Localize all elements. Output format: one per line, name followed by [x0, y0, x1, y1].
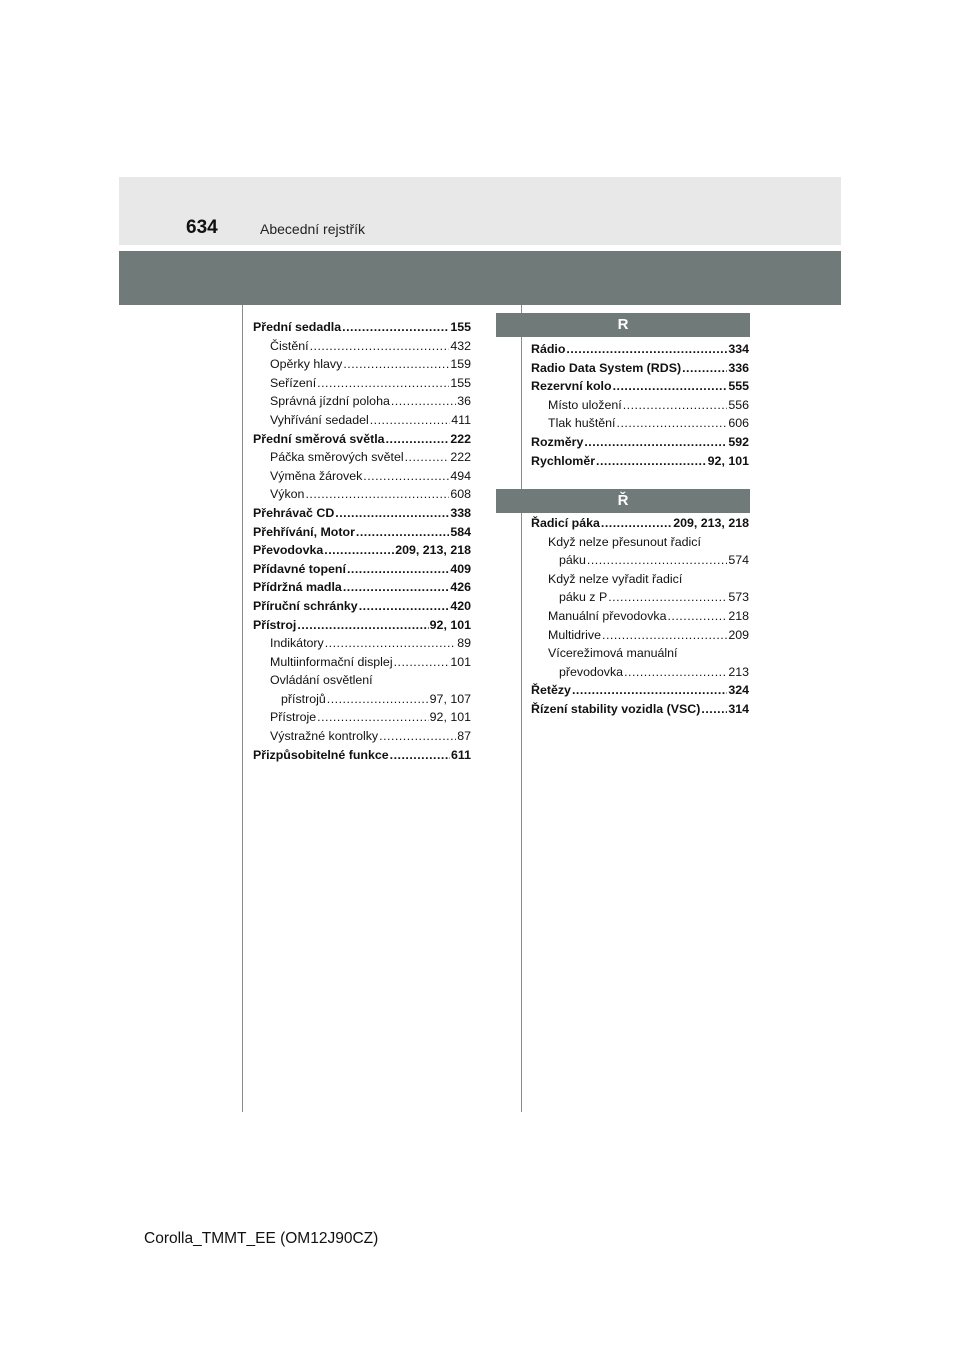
index-entry-page: 209, 213, 218	[673, 516, 749, 530]
index-entry	[253, 690, 471, 709]
index-entry-term: Rezervní kolo	[531, 379, 612, 394]
leader-dots	[370, 411, 451, 430]
leader-dots	[359, 597, 450, 616]
index-entry-term: Přístroj	[253, 617, 297, 632]
index-entry	[253, 392, 471, 411]
index-entry-term: Vyhřívání sedadel	[270, 412, 369, 427]
index-entry	[531, 359, 749, 378]
index-entry-page: 432	[450, 338, 471, 353]
index-entry-term: Řízení stability vozidla (VSC)	[531, 701, 701, 716]
index-entry-term: Výstražné kontrolky	[270, 729, 379, 744]
header-band	[119, 177, 841, 245]
index-entry-page: 209	[728, 627, 749, 642]
index-entry-page: 409	[450, 561, 471, 576]
index-entry	[253, 671, 471, 690]
leader-dots	[566, 340, 727, 359]
index-entry-term: Řadicí páka	[531, 516, 600, 530]
index-entry	[531, 681, 749, 700]
index-entry	[531, 452, 749, 471]
index-entry-page: 324	[728, 683, 749, 698]
index-entry	[531, 644, 749, 663]
index-entry-term: Převodovka	[253, 543, 324, 558]
index-entry-term: Indikátory	[270, 636, 324, 651]
index-entry-page: 584	[450, 524, 471, 539]
index-entry	[253, 653, 471, 672]
column-divider-left	[242, 305, 243, 1112]
index-entry-page: 426	[450, 580, 471, 595]
index-entry	[531, 551, 749, 570]
leader-dots	[667, 607, 727, 626]
leader-dots	[617, 414, 728, 433]
letter-heading-r-caron: Ř	[496, 489, 750, 513]
index-entry-term: Příruční schránky	[253, 598, 358, 613]
leader-dots	[405, 448, 450, 467]
index-entry	[531, 570, 749, 589]
page-number: 634	[186, 217, 218, 238]
leader-dots	[297, 616, 428, 635]
index-entry-term: Rádio	[531, 342, 566, 356]
leader-dots	[317, 374, 449, 393]
index-entry-term: Přední směrová světla	[253, 431, 385, 446]
letter-heading-r: R	[496, 313, 750, 337]
index-entry-term: Přehrávač CD	[253, 505, 335, 520]
index-entry-page: 611	[451, 747, 471, 762]
index-entry-page: 314	[728, 701, 749, 716]
index-entry-term: Multidrive	[548, 627, 602, 642]
index-section-r-caron	[531, 514, 749, 719]
leader-dots	[608, 588, 727, 607]
index-entry-term: Přídavné topení	[253, 561, 346, 576]
index-entry-page: 159	[450, 357, 471, 372]
leader-dots	[379, 727, 456, 746]
index-entry-term: páku	[559, 553, 586, 568]
index-entry	[253, 597, 471, 616]
leader-dots	[390, 746, 450, 765]
leader-dots	[602, 626, 727, 645]
index-entry	[531, 626, 749, 645]
leader-dots	[343, 578, 449, 597]
index-entry-page: 213	[728, 664, 749, 679]
index-entry-term: Multiinformační displej	[270, 654, 393, 669]
index-entry	[253, 578, 471, 597]
index-entry	[253, 523, 471, 542]
index-entry-page: 92, 101	[429, 710, 471, 725]
index-entry-page: 592	[728, 434, 749, 449]
index-entry	[253, 485, 471, 504]
index-entry	[531, 377, 749, 396]
index-entry-term: přístrojů	[281, 691, 326, 706]
index-entry-page: 494	[450, 468, 471, 483]
index-entry-page: 608	[450, 487, 471, 502]
index-entry-term: Správná jízdní poloha	[270, 394, 390, 409]
index-entry	[253, 355, 471, 374]
index-entry	[531, 433, 749, 452]
index-entry-term: Místo uložení	[548, 397, 622, 412]
index-entry-term: Páčka směrových světel	[270, 450, 404, 465]
index-entry	[253, 430, 471, 449]
index-entry-term: Vícerežimová manuální	[548, 646, 678, 661]
index-entry-term: Přístroje	[270, 710, 317, 725]
index-entry	[253, 448, 471, 467]
index-entry	[253, 337, 471, 356]
index-entry-page: 556	[728, 397, 749, 412]
index-entry-term: Když nelze přesunout řadicí	[548, 534, 701, 549]
index-column-left	[253, 318, 471, 764]
leader-dots	[587, 551, 727, 570]
index-entry-term: Ovládání osvětlení	[270, 673, 373, 688]
leader-dots	[356, 523, 449, 542]
index-entry-page: 334	[728, 342, 749, 356]
leader-dots	[325, 634, 456, 653]
index-entry-page: 574	[728, 553, 749, 568]
index-entry	[253, 560, 471, 579]
leader-dots	[342, 318, 449, 337]
index-entry-term: Rychloměr	[531, 453, 596, 468]
index-entry-term: páku z P	[559, 590, 608, 605]
index-entry-page: 222	[450, 431, 471, 446]
index-entry-page: 87	[457, 729, 471, 744]
header-dark-band	[119, 251, 841, 305]
index-entry	[531, 588, 749, 607]
leader-dots	[596, 452, 707, 471]
index-entry-term: Když nelze vyřadit řadicí	[548, 571, 683, 586]
index-entry	[253, 411, 471, 430]
footer-text: Corolla_TMMT_EE (OM12J90CZ)	[144, 1230, 379, 1247]
index-entry-term: převodovka	[559, 664, 624, 679]
index-entry	[531, 700, 749, 719]
index-entry	[253, 634, 471, 653]
index-entry-term: Přední sedadla	[253, 320, 342, 334]
index-entry-term: Přídržná madla	[253, 580, 342, 595]
leader-dots	[682, 359, 727, 378]
leader-dots	[310, 337, 450, 356]
index-entry-page: 209, 213, 218	[395, 543, 471, 558]
leader-dots	[317, 708, 429, 727]
leader-dots	[347, 560, 449, 579]
leader-dots	[363, 467, 449, 486]
index-entry	[253, 504, 471, 523]
index-entry	[253, 318, 471, 337]
index-entry-page: 92, 101	[707, 453, 749, 468]
leader-dots	[584, 433, 727, 452]
leader-dots	[386, 430, 450, 449]
leader-dots	[394, 653, 450, 672]
index-entry-term: Čistění	[270, 338, 309, 353]
leader-dots	[601, 514, 672, 533]
index-entry-term: Seřízení	[270, 375, 317, 390]
leader-dots	[613, 377, 728, 396]
index-entry-page: 555	[728, 379, 749, 394]
index-entry-page: 89	[457, 636, 471, 651]
index-entry	[531, 514, 749, 533]
index-entry-page: 338	[450, 505, 471, 520]
index-entry-page: 218	[728, 608, 749, 623]
index-entry-page: 101	[450, 654, 471, 669]
leader-dots	[623, 396, 728, 415]
leader-dots	[324, 541, 394, 560]
index-section-r	[531, 340, 749, 470]
index-entry-page: 36	[457, 394, 471, 409]
index-entry	[253, 374, 471, 393]
index-entry	[253, 708, 471, 727]
index-entry-page: 411	[451, 412, 471, 427]
leader-dots	[391, 392, 456, 411]
index-entry	[253, 467, 471, 486]
leader-dots	[624, 663, 727, 682]
index-entry-page: 155	[450, 375, 471, 390]
leader-dots	[305, 485, 449, 504]
index-entry	[531, 533, 749, 552]
index-entry-term: Řetězy	[531, 683, 571, 698]
index-entry-term: Přehřívání, Motor	[253, 524, 355, 539]
column-divider-middle	[521, 305, 522, 1112]
index-entry	[253, 616, 471, 635]
section-title: Abecední rejstřík	[260, 221, 366, 237]
index-entry	[531, 340, 749, 359]
index-entry-page: 420	[450, 598, 471, 613]
index-entry-term: Opěrky hlavy	[270, 357, 343, 372]
index-entry-page: 97, 107	[429, 691, 471, 706]
index-entry	[531, 414, 749, 433]
index-entry-page: 155	[450, 320, 471, 334]
index-entry-page: 606	[728, 416, 749, 431]
index-entry-term: Manuální převodovka	[548, 608, 667, 623]
index-entry-page: 92, 101	[429, 617, 471, 632]
leader-dots	[335, 504, 449, 523]
index-entry-term: Radio Data System (RDS)	[531, 360, 682, 375]
leader-dots	[572, 681, 727, 700]
index-entry-term: Přizpůsobitelné funkce	[253, 747, 389, 762]
leader-dots	[327, 690, 429, 709]
leader-dots	[701, 700, 727, 719]
index-entry	[531, 396, 749, 415]
index-entry-term: Tlak huštění	[548, 416, 616, 431]
index-entry	[531, 663, 749, 682]
index-entry	[253, 541, 471, 560]
index-entry	[253, 727, 471, 746]
index-entry-page: 222	[450, 450, 471, 465]
index-entry	[531, 607, 749, 626]
index-entry-term: Výkon	[270, 487, 305, 502]
index-entry-term: Rozměry	[531, 434, 584, 449]
index-entry-page: 573	[728, 590, 749, 605]
index-entry-page: 336	[728, 360, 749, 375]
leader-dots	[343, 355, 449, 374]
index-entry-term: Výměna žárovek	[270, 468, 363, 483]
index-entry	[253, 746, 471, 765]
